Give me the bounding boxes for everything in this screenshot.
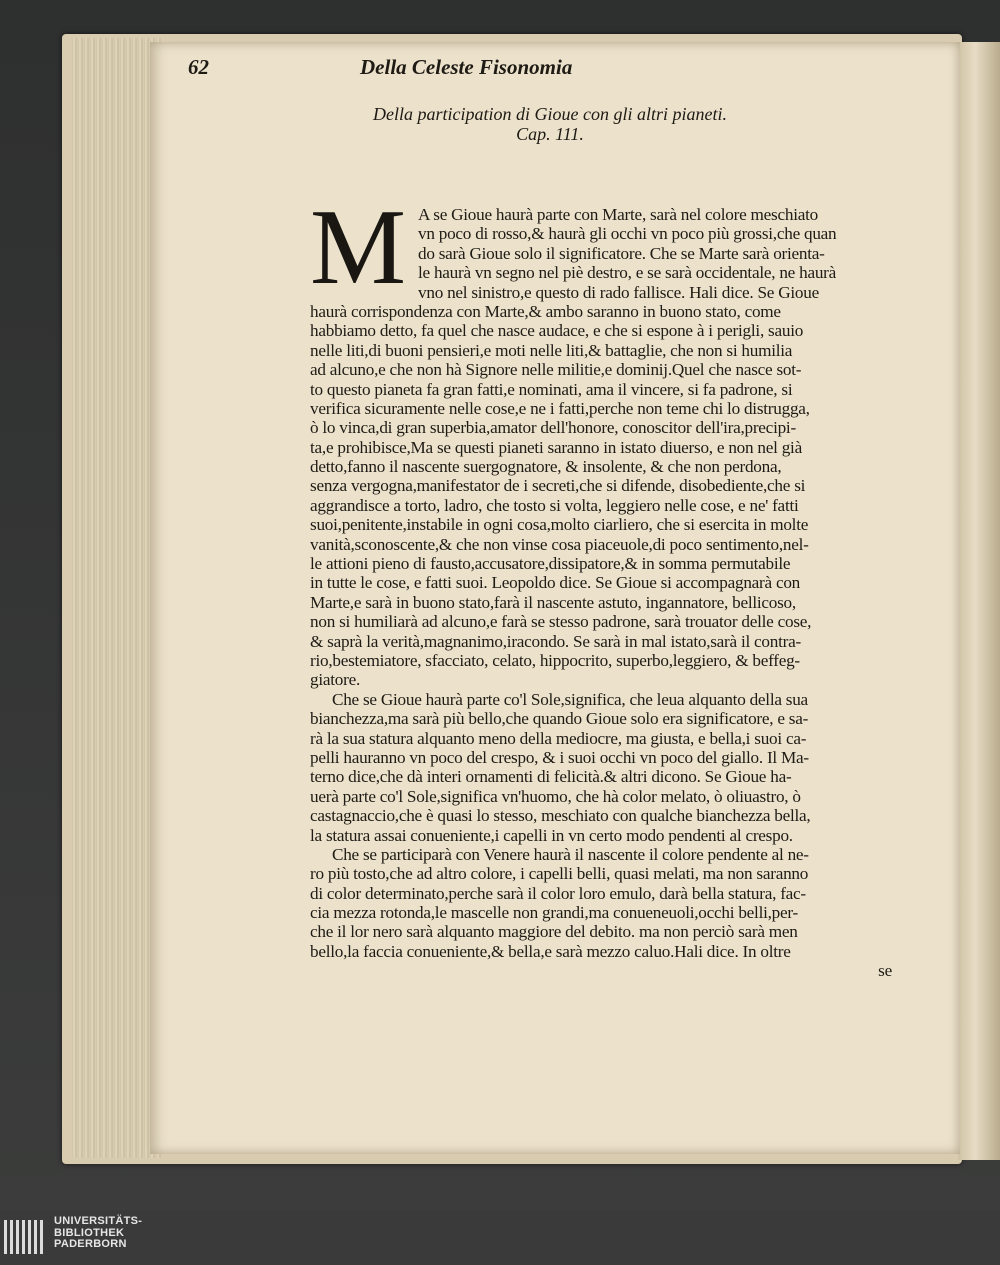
text-line: A se Gioue haurà parte con Marte, sarà nel colore meschiato bbox=[418, 205, 818, 224]
text-line: castagnaccio,che è quasi lo stesso, meschiato con qualche bianchezza bella, bbox=[310, 806, 811, 826]
text-line: non si humiliarà ad alcuno,e farà se stesso padrone, sarà trouator delle cose, bbox=[310, 612, 812, 632]
library-name-line: UNIVERSITÄTS- bbox=[54, 1215, 143, 1227]
body-text bbox=[310, 205, 920, 981]
page-edges-right bbox=[958, 42, 1000, 1160]
text-line: uerà parte co'l Sole,significa vn'huomo, che hà color melato, ò oliuastro, ò bbox=[310, 786, 801, 806]
text-line: giatore. bbox=[310, 670, 361, 690]
running-header bbox=[188, 55, 588, 85]
text-line: ta,e prohibisce,Ma se questi pianeti saranno in istato diuerso, e non nel già bbox=[310, 437, 802, 457]
text-line: rio,bestemiatore, sfacciato, celato, hippocrito, superbo,leggiero, & beffeg- bbox=[310, 650, 800, 670]
text-line: rà la sua statura alquanto meno della mediocre, ma giusta, e bella,i suoi ca- bbox=[310, 728, 807, 748]
library-footer bbox=[0, 1210, 1000, 1265]
chapter-title: Della participation di Gioue con gli altri pianeti. bbox=[373, 104, 727, 124]
text-line: di color determinato,perche sarà il color loro emulo, darà bella statura, fac- bbox=[310, 883, 806, 903]
running-title: Della Celeste Fisonomia bbox=[360, 55, 573, 79]
text-line: haurà corrispondenza con Marte,& ambo saranno in buono stato, come bbox=[310, 301, 781, 321]
text-line: & saprà la verità,magnanimo,iracondo. Se sarà in mal istato,sarà il contra- bbox=[310, 631, 801, 651]
text-line: habbiamo detto, fa quel che nasce audace, e che si espone à i perigli, sauio bbox=[310, 321, 804, 341]
text-line: Marte,e sarà in buono stato,farà il nascente astuto, ingannatore, bellicoso, bbox=[310, 592, 796, 612]
text-line: pelli hauranno vn poco del crespo, & i suoi occhi vn poco del giallo. Il Ma- bbox=[310, 747, 809, 767]
text-line: la statura assai conueniente,i capelli in vn certo modo pendenti al crespo. bbox=[310, 825, 793, 845]
chapter-number: Cap. 111. bbox=[516, 124, 584, 144]
text-line: vn poco di rosso,& haurà gli occhi vn poco più grossi,che quan bbox=[418, 224, 837, 244]
text-line: terno dice,che dà interi ornamenti di felicità.& altri dicono. Se Gioue ha- bbox=[310, 767, 792, 787]
page-number: 62 bbox=[188, 55, 209, 79]
drop-cap-initial: M bbox=[310, 188, 407, 307]
text-line: le attioni pieno di fausto,accusatore,dissipatore,& in somma permutabile bbox=[310, 554, 791, 574]
text-line: bianchezza,ma sarà più bello,che quando Gioue solo era significatore, e sa- bbox=[310, 709, 809, 729]
library-name-line: PADERBORN bbox=[54, 1238, 127, 1250]
text-line: aggrandisce a torto, ladro, che tosto si volta, leggiero nelle cose, e ne' fatti bbox=[310, 495, 799, 515]
text-line: cia mezza rotonda,le mascelle non grandi,ma conueneuoli,occhi belli,per- bbox=[310, 903, 798, 923]
text-line: to questo pianeta fa gran fatti,e nominati, ama il vincere, si fa padrone, si bbox=[310, 379, 793, 399]
text-line: ò lo vinca,di gran superbia,amator dell'honore, conoscitor dell'ira,precipi- bbox=[310, 418, 796, 438]
library-name-line: BIBLIOTHEK bbox=[54, 1226, 125, 1239]
library-logo-icon bbox=[4, 1218, 46, 1256]
text-line: do sarà Gioue solo il significatore. Che se Marte sarà orienta- bbox=[418, 243, 825, 263]
text-line: Che se Gioue haurà parte co'l Sole,significa, che leua alquanto della sua bbox=[332, 689, 808, 709]
text-line: ro più tosto,che ad altro colore, i capelli belli, quasi melati, ma non saranno bbox=[310, 864, 809, 884]
text-line: detto,fanno il nascente suergognatore, & insolente, & che non perdona, bbox=[310, 457, 782, 477]
text-line: ad alcuno,e che non hà Signore nelle militie,e dominij.Quel che nasce sot- bbox=[310, 360, 802, 380]
library-name bbox=[54, 1216, 142, 1251]
catchword: se bbox=[878, 961, 892, 981]
text-line: in tutte le cose, e fatti suoi. Leopoldo dice. Se Gioue si accompagnarà con bbox=[310, 573, 801, 593]
text-line: bello,la faccia conueniente,& bella,e sarà mezzo caluo.Hali dice. In oltre bbox=[310, 941, 791, 961]
text-line: vno nel sinistro,e questo di rado fallisce. Hali dice. Se Gioue bbox=[418, 282, 819, 302]
text-line: senza vergogna,manifestator de i secreti,che si difende, disobediente,che si bbox=[310, 476, 806, 496]
text-line: Che se participarà con Venere haurà il nascente il colore pendente al ne- bbox=[332, 844, 809, 864]
text-line: suoi,penitente,instabile in ogni cosa,molto ciarliero, che si esercita in molte bbox=[310, 515, 809, 535]
text-line: vanità,sconoscente,& che non vinse cosa piaceuole,di poco sentimento,nel- bbox=[310, 534, 809, 554]
text-line: verifica sicuramente nelle cose,e ne i fatti,perche non teme chi lo distrugga, bbox=[310, 398, 810, 418]
text-line: le haurà vn segno nel piè destro, e se sarà occidentale, ne haurà bbox=[418, 263, 837, 283]
text-line: che il lor nero sarà alquanto maggiore del debito. ma non perciò sarà men bbox=[310, 922, 798, 942]
text-line: nelle liti,di buoni pensieri,e moti nelle liti,& battaglie, che non si humilia bbox=[310, 340, 793, 360]
page-edges-left bbox=[72, 38, 162, 1158]
chapter-heading bbox=[270, 104, 830, 144]
